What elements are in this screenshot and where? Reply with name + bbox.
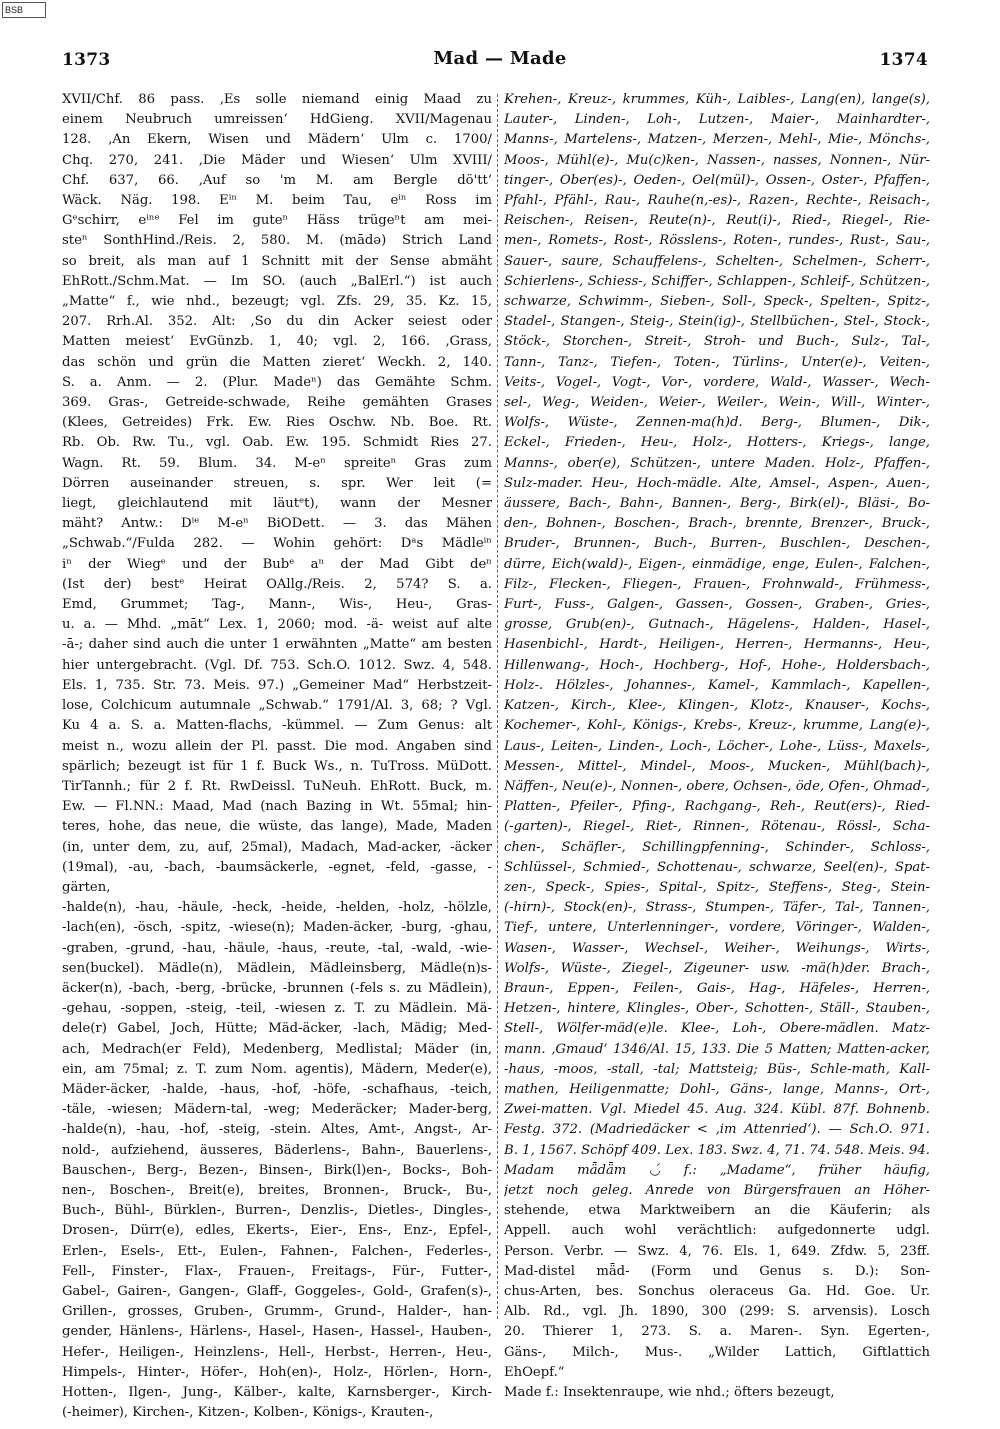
text-line: Bauschen-, Berg-, Bezen-, Binsen-, Birk(l)en-, Bocks-, Boh- <box>62 1162 492 1178</box>
text-line: dürre, Eich(wald)-, Eigen-, einmädige, enge, Eulen-, Falchen-, <box>504 556 930 572</box>
text-line: Made f.: Insektenraupe, wie nhd.; öfters bezeugt, <box>504 1385 835 1400</box>
text-line: 128. ‚An Ekern, Wisen und Mädern‘ Ulm c. 1700/ <box>62 132 492 148</box>
text-line: Buch-, Bühl-, Bürklen-, Burren-, Denzlis-, Dietles-, Dingles-, <box>62 1203 492 1219</box>
text-line: Zwei-matten. Vgl. Miedel 45. Aug. 324. Kübl. 87f. Bohnenb. <box>504 1102 930 1118</box>
text-line: TirTannh.; für 2 f. Rt. RwDeissl. TuNeuh. EhRott. Buck, m. <box>62 778 492 794</box>
text-line: iⁿ der Wiegᵉ und der Bubᵉ aⁿ der Mad Gibt deⁿ <box>62 556 492 572</box>
text-line: Tief-, untere, Unterlenninger-, vordere, Vöringer-, Walden-, <box>504 920 930 936</box>
text-line: -haus, -moos, -stall, -tal; Mattsteig; Büs-, Schle-math, Kall- <box>504 1061 930 1077</box>
text-line: schwarze, Schwimm-, Sieben-, Soll-, Speck-, Spelten-, Spitz-, <box>504 294 930 310</box>
text-line: Braun-, Eppen-, Feilen-, Gais-, Hag-, Häfeles-, Herren-, <box>504 980 930 996</box>
text-line: Grillen-, grosses, Gruben-, Grumm-, Grund-, Halder-, han- <box>62 1304 492 1320</box>
text-line: Madam mǟdǟm ◡́ f.: „Madame“, früher häufig, <box>504 1162 930 1178</box>
text-line: Laus-, Leiten-, Linden-, Loch-, Löcher-, Lohe-, Lüss-, Maxels-, <box>504 738 930 754</box>
text-line: äcker(n), -bach, -berg, -brücke, -brunnen (-fels s. zu Mädlein), <box>62 980 492 996</box>
text-line: Appell. auch wohl verächtlich: aufgedonnerte udgl. <box>504 1223 930 1239</box>
text-line: Wagn. Rt. 59. Blum. 34. M-eⁿ spreiteⁿ Gras zum <box>62 455 492 471</box>
text-line: Lauter-, Linden-, Loh-, Lutzen-, Maier-, Mainhardter-, <box>504 112 930 128</box>
text-line: Chf. 637, 66. ‚Auf so 'm M. am Bergle dö'tt‘ <box>62 172 492 188</box>
page-number-right: 1374 <box>879 50 928 70</box>
text-line: nold-, aufziehend, äusseres, Bäderlens-, Bahn-, Bauerlens-, <box>62 1142 492 1158</box>
text-line: Gabel-, Gairen-, Gangen-, Glaff-, Goggeles-, Gold-, Grafen(s)-, <box>62 1283 492 1299</box>
text-line: B. 1, 1567. Schöpf 409. Lex. 183. Swz. 4, 71. 74. 548. Meis. 94. <box>504 1142 930 1158</box>
text-line: Hefer-, Heiligen-, Heinzlens-, Hell-, Herbst-, Herren-, Heu-, <box>62 1344 492 1360</box>
text-line: Alb. Rd., vgl. Jh. 1890, 300 (299: S. arvensis). Losch <box>504 1304 930 1320</box>
text-line: nen-, Boschen-, Breit(e), breites, Bronnen-, Bruck-, Bu-, <box>62 1182 492 1198</box>
text-line: (-hirn)-, Stock(en)-, Strass-, Stumpen-, Täfer-, Tal-, Tannen-, <box>504 900 930 916</box>
text-line: Moos-, Mühl(e)-, Mu(c)ken-, Nassen-, nasses, Nonnen-, Nür- <box>504 152 930 168</box>
text-line: Ku 4 a. S. a. Matten-flachs, -kümmel. — Zum Genus: alt <box>62 718 492 734</box>
text-line: mann. ‚Gmaud‘ 1346/Al. 15, 133. Die 5 Matten; Matten-acker, <box>504 1041 930 1057</box>
text-line: zen-, Speck-, Spies-, Spital-, Spitz-, Steffens-, Steg-, Stein- <box>504 879 930 895</box>
text-line: 369. Gras-, Getreide-schwade, Reihe gemähten Grases <box>62 395 492 411</box>
column-divider <box>497 94 498 1319</box>
text-line: (in, unter dem, zu, auf, 25mal), Madach, Mad-acker, -äcker <box>62 839 492 855</box>
text-line: Drosen-, Dürr(e), edles, Ekerts-, Eier-, Ens-, Enz-, Epfel-, <box>62 1223 492 1239</box>
text-line: Krehen-, Kreuz-, krummes, Küh-, Laibles-, Lang(en), lange(s), <box>504 92 930 107</box>
text-line: Bruder-, Brunnen-, Buch-, Burren-, Buschlen-, Deschen-, <box>504 536 930 552</box>
text-line: (-garten)-, Riegel-, Riet-, Rinnen-, Rötenau-, Rössl-, Scha- <box>504 819 930 835</box>
text-line: grosse, Grub(en)-, Gutnach-, Hägelens-, Halden-, Hasel-, <box>504 617 930 633</box>
text-line: Holz-. Hölzles-, Johannes-, Kamel-, Kammlach-, Kapellen-, <box>504 677 930 693</box>
text-line: Wolfs-, Wüste-, Zennen-ma(h)d. Berg-, Blumen-, Dik-, <box>504 415 930 431</box>
text-line: Dörren auseinander streuen, s. spr. Wer leit (= <box>62 475 492 491</box>
text-line: Festg. 372. (Madriedäcker < ‚im Attenried‘). — Sch.O. 971. <box>504 1122 930 1138</box>
text-line: EhOepf.“ <box>504 1364 565 1380</box>
left-column <box>62 90 492 1423</box>
right-column <box>504 90 930 1403</box>
text-line: stehende, etwa Marktweibern an die Käuferin; als <box>504 1203 930 1219</box>
page-number-left: 1373 <box>62 50 111 70</box>
running-head: Mad — Made <box>433 48 567 69</box>
text-line: -ā-; daher sind auch die unter 1 erwähnten „Matte“ am besten <box>62 637 492 653</box>
text-line: Messen-, Mittel-, Mindel-, Moos-, Mucken-, Mühl(bach)-, <box>504 758 930 774</box>
text-line: Kochemer-, Kohl-, Königs-, Krebs-, Kreuz-, krumme, Lang(e)-, <box>504 718 930 734</box>
text-line: Emd, Grummet; Tag-, Mann-, Wis-, Heu-, Gras- <box>62 597 492 613</box>
text-line: Himpels-, Hinter-, Höfer-, Hoh(en)-, Holz-, Hörlen-, Horn-, <box>62 1364 492 1380</box>
text-line: Schierlens-, Schiess-, Schiffer-, Schlappen-, Schleif-, Schützen-, <box>504 273 930 289</box>
text-line: Stell-, Wölfer-mäd(e)le. Klee-, Loh-, Obere-mädlen. Matz- <box>504 1021 930 1037</box>
text-line: Näffen-, Neu(e)-, Nonnen-, obere, Ochsen-, öde, Ofen-, Ohmad-, <box>504 778 930 794</box>
text-line: (Klees, Getreides) Frk. Ew. Ries Oschw. Nb. Boe. Rt. <box>62 415 492 431</box>
text-line: ach, Medrach(er Feld), Medenberg, Medlistal; Mäder (in, <box>62 1041 492 1057</box>
text-line: Filz-, Flecken-, Fliegen-, Frauen-, Frohnwald-, Frühmess-, <box>504 576 930 592</box>
text-line: u. a. — Mhd. „māt“ Lex. 1, 2060; mod. -ä- weist auf alte <box>62 617 492 633</box>
text-line: Sulz-mader. Heu-, Hoch-mädle. Alte, Amsel-, Aspen-, Auen-, <box>504 475 930 491</box>
text-line: Rb. Ob. Rw. Tu., vgl. Oab. Ew. 195. Schmidt Ries 27. <box>62 435 492 451</box>
text-line: mathen, Heiligenmatte; Dohl-, Gäns-, lange, Manns-, Ort-, <box>504 1081 930 1097</box>
text-line: XVII/Chf. 86 pass. ‚Es solle niemand einig Maad zu <box>62 92 492 107</box>
text-line: Stöck-, Storchen-, Streit-, Stroh- und Buch-, Sulz-, Tal-, <box>504 334 930 350</box>
text-line: chus-Arten, bes. Sonchus oleraceus Ga. Hd. Goe. Ur. <box>504 1283 930 1299</box>
text-line: 207. Rrh.Al. 352. Alt: ‚So du din Acker seiest oder <box>62 314 492 330</box>
text-line: -lach(en), -ösch, -spitz, -wiese(n); Maden-äcker, -burg, -ghau, <box>62 920 492 936</box>
text-line: Schlüssel-, Schmied-, Schottenau-, schwarze, Seel(en)-, Spat- <box>504 859 930 875</box>
text-line: „Matte“ f., wie nhd., bezeugt; vgl. Zfs. 29, 35. Kz. 15, <box>62 294 492 310</box>
text-line: Sauer-, saure, Schauffelens-, Schelten-, Schelmen-, Scherr-, <box>504 253 930 269</box>
text-line: Reischen-, Reisen-, Reute(n)-, Reut(i)-, Ried-, Riegel-, Rie- <box>504 213 930 229</box>
text-line: das schön und grün die Matten zieret‘ Weckh. 2, 140. <box>62 354 492 370</box>
text-line: Eckel-, Frieden-, Heu-, Holz-, Hotters-, Kriegs-, lange, <box>504 435 930 451</box>
library-stamp: BSB <box>2 2 46 18</box>
text-line: meist n., wozu allein der Pl. passt. Die mod. Angaben sind <box>62 738 492 754</box>
text-line: -halde(n), -hau, -hof, -steig, -stein. Altes, Amt-, Angst-, Ar- <box>62 1122 492 1138</box>
text-line: (Ist der) bestᵉ Heirat OAllg./Reis. 2, 574? S. a. <box>62 576 492 592</box>
text-line: sen(buckel). Mädle(n), Mädlein, Mädleinsberg, Mädle(n)s- <box>62 960 492 976</box>
text-line: liegt, gleichlautend mit läutᵉt), wann der Mesner <box>62 496 492 512</box>
text-line: -graben, -grund, -hau, -häule, -haus, -reute, -tal, -wald, -wie- <box>62 940 492 956</box>
text-line: Els. 1, 735. Str. 73. Meis. 97.) „Gemeiner Mad“ Herbstzeit- <box>62 677 492 693</box>
text-line: -halde(n), -hau, -häule, -heck, -heide, -helden, -holz, -hölzle, <box>62 900 492 916</box>
text-line: lose, Colchicum autumnale „Schwab.“ 1791/Al. 3, 68; ? Vgl. <box>62 698 492 714</box>
text-line: Wäck. Näg. 198. Eⁱⁿ M. beim Tau, eⁱⁿ Ross im <box>62 193 492 209</box>
text-line: men-, Romets-, Rost-, Rösslens-, Roten-, rundes-, Rust-, Sau-, <box>504 233 930 249</box>
text-line: Ew. — Fl.NN.: Maad, Mad (nach Bazing in Wt. 55mal; hin- <box>62 799 492 815</box>
text-line: (19mal), -au, -bach, -baumsäckerle, -egnet, -feld, -gasse, -gärten, <box>62 859 492 895</box>
text-line: 20. Thierer 1, 273. S. a. Maren-. Syn. Egerten-, <box>504 1324 930 1340</box>
text-line: Stadel-, Stangen-, Steig-, Stein(ig)-, Stellbüchen-, Stel-, Stock-, <box>504 314 930 330</box>
text-line: Mäder-äcker, -halde, -haus, -hof, -höfe, -schafhaus, -teich, <box>62 1081 492 1097</box>
text-line: -täle, -wiesen; Mädern-tal, -weg; Mederäcker; Mader-berg, <box>62 1102 492 1118</box>
text-line: Matten meiest‘ EvGünzb. 1, 40; vgl. 2, 166. ‚Grass, <box>62 334 492 350</box>
text-line: Gäns-, Milch-, Mus-. „Wilder Lattich, Giftlattich <box>504 1344 930 1360</box>
text-line: Wolfs-, Wüste-, Ziegel-, Zigeuner- usw. -mä(h)der. Brach-, <box>504 960 930 976</box>
text-line: Manns-, ober(e), Schützen-, untere Maden. Holz-, Pfaffen-, <box>504 455 930 471</box>
text-line: Hetzen-, hintere, Klingles-, Ober-, Schotten-, Ställ-, Stauben-, <box>504 1001 930 1017</box>
text-line: Platten-, Pfeiler-, Pfing-, Rachgang-, Reh-, Reut(ers)-, Ried- <box>504 799 930 815</box>
text-line: Chq. 270, 241. ‚Die Mäder und Wiesen‘ Ulm XVIII/ <box>62 152 492 168</box>
text-line: Gᵉschirr, eⁱⁿᵉ Fel im guteⁿ Häss trügeⁿt am mei- <box>62 213 492 229</box>
text-line: Veits-, Vogel-, Vogt-, Vor-, vordere, Wald-, Wasser-, Wech- <box>504 374 930 390</box>
text-line: gender, Hänlens-, Härlens-, Hasel-, Hasen-, Hassel-, Hauben-, <box>62 1324 492 1340</box>
text-line: Hasenbichl-, Hardt-, Heiligen-, Herren-, Hermanns-, Heu-, <box>504 637 930 653</box>
text-line: Fell-, Finster-, Flax-, Frauen-, Freitags-, Für-, Futter-, <box>62 1263 492 1279</box>
text-line: Hotten-, Ilgen-, Jung-, Kälber-, kalte, Karnsberger-, Kirch- <box>62 1385 492 1400</box>
text-line: Tann-, Tanz-, Tiefen-, Toten-, Türlins-, Unter(e)-, Veiten-, <box>504 354 930 370</box>
text-line: dele(r) Gabel, Joch, Hütte; Mäd-äcker, -lach, Mädig; Med- <box>62 1021 492 1037</box>
text-line: S. a. Anm. — 2. (Plur. Madeⁿ) das Gemähte Schm. <box>62 374 492 390</box>
text-line: tinger-, Ober(es)-, Oeden-, Oel(mül)-, Ossen-, Oster-, Pfaffen-, <box>504 172 930 188</box>
text-line: einem Neubruch umreissen‘ HdGieng. XVII/Magenau <box>62 112 492 128</box>
text-line: Erlen-, Esels-, Ett-, Eulen-, Fahnen-, Falchen-, Federles-, <box>62 1243 492 1259</box>
text-line: Manns-, Martelens-, Matzen-, Merzen-, Mehl-, Mie-, Mönchs-, <box>504 132 930 148</box>
text-line: steⁿ SonthHind./Reis. 2, 580. M. (mādǝ) Strich Land <box>62 233 492 249</box>
text-line: EhRott./Schm.Mat. — Im SO. (auch „BalErl.“) ist auch <box>62 273 492 289</box>
text-line: Pfahl-, Pfähl-, Rau-, Rauhe(n,-es)-, Razen-, Rechte-, Reisach-, <box>504 193 930 209</box>
text-line: teres, hohe, das neue, die wüste, das lange), Made, Maden <box>62 819 492 835</box>
text-line: Hillenwang-, Hoch-, Hochberg-, Hof-, Hohe-, Holdersbach-, <box>504 657 930 673</box>
text-line: Katzen-, Kirch-, Klee-, Klingen-, Klotz-, Knauser-, Kochs-, <box>504 698 930 714</box>
text-line: Person. Verbr. — Swz. 4, 76. Els. 1, 649. Zfdw. 5, 23ff. <box>504 1243 930 1259</box>
text-line: ein, am 75mal; z. T. zum Nom. agentis), Mädern, Meder(e), <box>62 1061 492 1077</box>
text-line: chen-, Schäfler-, Schillingpfenning-, Schinder-, Schloss-, <box>504 839 930 855</box>
text-line: -gehau, -soppen, -steig, -teil, -wiesen z. T. zu Mädlein. Mä- <box>62 1001 492 1017</box>
text-line: (-heimer), Kirchen-, Kitzen-, Kolben-, Königs-, Krauten-, <box>62 1405 434 1421</box>
text-line: sel-, Weg-, Weiden-, Weier-, Weiler-, Wein-, Will-, Winter-, <box>504 395 930 411</box>
text-line: jetzt noch geleg. Anrede von Bürgersfrauen an Höher- <box>504 1182 930 1198</box>
text-line: „Schwab.“/Fulda 282. — Wohin gehört: Dᵃs Mädleⁱⁿ <box>62 536 492 552</box>
text-line: den-, Bohnen-, Boschen-, Brach-, brennte, Brenzer-, Bruck-, <box>504 516 930 532</box>
text-line: Wasen-, Wasser-, Wechsel-, Weiher-, Weihungs-, Wirts-, <box>504 940 930 956</box>
text-line: hier untergebracht. (Vgl. Df. 753. Sch.O. 1012. Swz. 4, 548. <box>62 657 492 673</box>
text-line: Mad-distel mǟd- (Form und Genus s. D.): Son- <box>504 1263 930 1279</box>
text-line: Furt-, Fuss-, Galgen-, Gassen-, Gossen-, Graben-, Gries-, <box>504 597 930 613</box>
text-line: äussere, Bach-, Bahn-, Bannen-, Berg-, Birk(el)-, Bläsi-, Bo- <box>504 496 930 512</box>
text-line: mäht? Antw.: Dⁱᵉ M-eⁿ BiODett. — 3. das Mähen <box>62 516 492 532</box>
text-line: so breit, als man auf 1 Schnitt mit der Sense abmäht <box>62 253 492 269</box>
text-line: spärlich; bezeugt ist für 1 f. Buck Ws., n. TuTross. MüDott. <box>62 758 492 774</box>
